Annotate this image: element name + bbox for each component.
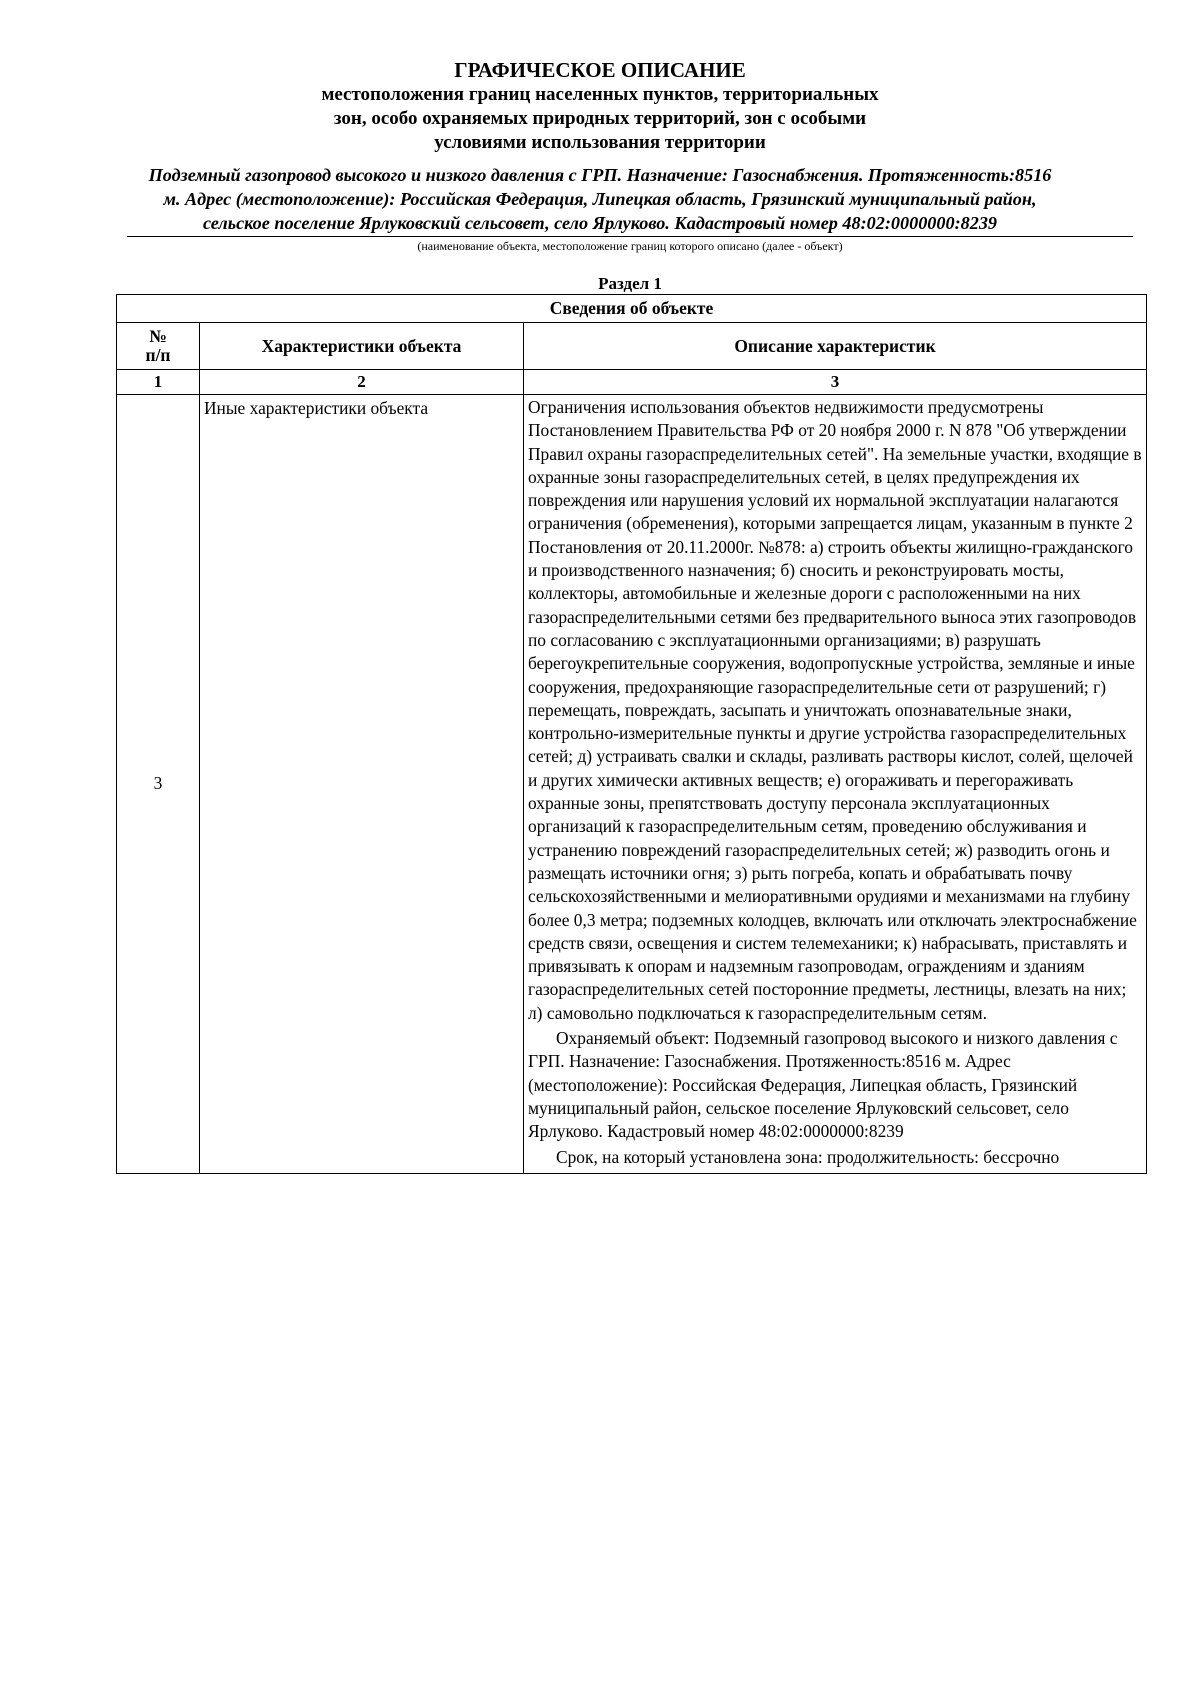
subtitle-line: условиями использования территории: [434, 132, 766, 153]
object-info-table: [116, 294, 1147, 1174]
object-underline: [127, 236, 1133, 237]
object-caption: (наименование объекта, местоположение границ которого описано (далее - объект): [417, 239, 843, 253]
object-description: [115, 163, 1085, 235]
description-paragraph: Срок, на который установлена зона: продолжительность: бессрочно: [556, 1146, 1060, 1167]
object-description-line: Подземный газопровод высокого и низкого давления с ГРП. Назначение: Газоснабжения. Протяженность:8516: [148, 165, 1052, 185]
subtitle-line: местоположения границ населенных пунктов, территориальных: [321, 84, 879, 105]
header-description: Описание характеристик: [524, 323, 1147, 370]
column-number: 2: [200, 370, 524, 395]
section-label: Раздел 1: [598, 274, 662, 293]
table-caption: Сведения об объекте: [117, 295, 1147, 323]
document-subtitle: [60, 83, 1140, 155]
row-number: 3: [117, 395, 200, 1174]
description-paragraph: Ограничения использования объектов недвижимости предусмотрены Постановлением Правительства РФ от 20 ноября 2000 г. N 878 "Об утверждении Правил охраны газораспределительных сетей". На земельные участки, входящие в охранные зоны газораспределительных сетей, в целях предупреждения их повреждения или нарушения условий их нормальной эксплуатации налагаются ограничения (обременения), которыми запрещается лицам, указанным в пункте 2 Постановления от 20.11.2000г. №878: а) строить объекты жилищно-гражданского и производственного назначения; б) сносить и реконструировать мосты, коллекторы, автомобильные и железные дороги с расположенными на них газораспределительными сетями без предварительного выноса этих газопроводов по согласованию с эксплуатационными организациями; в) разрушать берегоукрепительные сооружения, водопропускные устройства, земляные и иные сооружения, предохраняющие газораспределительные сети от разрушений; г) перемещать, повреждать, засыпать и уничтожать опознавательные знаки, контрольно-измерительные пункты и другие устройства газораспределительных сетей; д) устраивать свалки и склады, разливать растворы кислот, солей, щелочей и других химически активных веществ; е) огораживать и перегораживать охранные зоны, препятствовать доступу персонала эксплуатационных организаций к газораспределительным сетям, проведению обслуживания и устранению повреждений газораспределительных сетей; ж) разводить огонь и размещать источники огня; з) рыть погреба, копать и обрабатывать почву сельскохозяйственными и мелиоративными орудиями и механизмами на глубину более 0,3 метра; подземных колодцев, включать или отключать электроснабжение средств связи, освещения и систем телемеханики; к) набрасывать, приставлять и привязывать к опорам и надземным газопроводам, ограждениям и зданиям газораспределительных сетей посторонние предметы, лестницы, влезать на них; л) самовольно подключаться к газораспределительным сетям.: [528, 397, 1142, 1023]
object-description-line: сельское поселение Ярлуковский сельсовет, село Ярлуково. Кадастровый номер 48:02:0000000:8239: [202, 213, 998, 233]
table-row: [117, 395, 1147, 1174]
row-characteristic-name: Иные характеристики объекта: [200, 395, 524, 1174]
header-characteristics: Характеристики объекта: [200, 323, 524, 370]
object-description-line: м. Адрес (местоположение): Российская Федерация, Липецкая область, Грязинский муниципальный район,: [163, 189, 1037, 209]
description-paragraph: Охраняемый объект: Подземный газопровод высокого и низкого давления с ГРП. Назначение: Газоснабжения. Протяженность:8516 м. Адрес (местоположение): Российская Федерация, Липецкая область, Грязинский муниципальный район, сельское поселение Ярлуковский сельсовет, село Ярлуково. Кадастровый номер 48:02:0000000:8239: [528, 1028, 1118, 1142]
column-number-row: [117, 370, 1147, 395]
table-header-row: [117, 323, 1147, 370]
subtitle-line: зон, особо охраняемых природных территорий, зон с особыми: [333, 108, 867, 129]
row-characteristic-description: [524, 395, 1147, 1174]
document-title: ГРАФИЧЕСКОЕ ОПИСАНИЕ: [454, 58, 746, 82]
header-number: № п/п: [117, 323, 200, 370]
table-caption-row: [117, 295, 1147, 323]
column-number: 1: [117, 370, 200, 395]
document-header: [60, 58, 1140, 155]
column-number: 3: [524, 370, 1147, 395]
